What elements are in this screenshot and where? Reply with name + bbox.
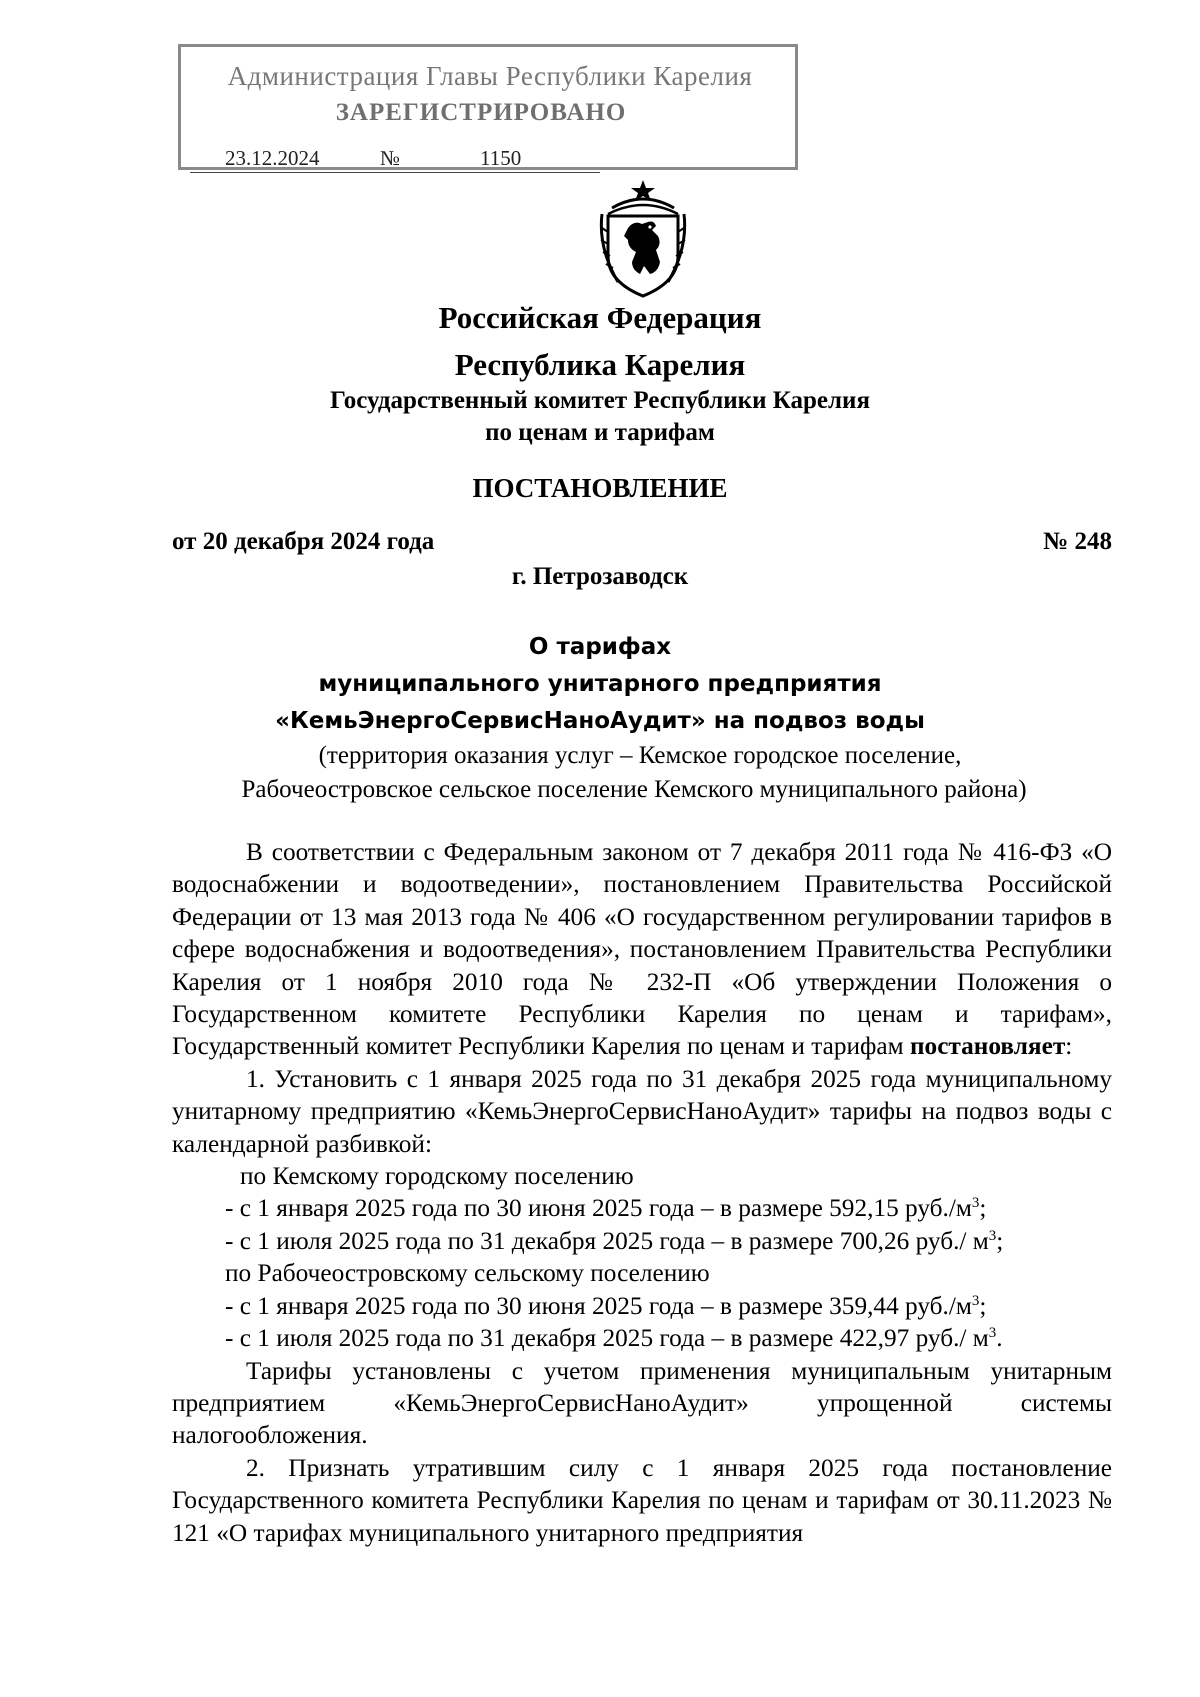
area-1-heading: по Кемскому городскому поселению <box>240 1162 634 1191</box>
preamble-text: В соответствии с Федеральным законом от 7 декабря 2011 года № 416-ФЗ «О водоснабжении и водоотведении», постановлением Правительства Российской Федерации от 13 мая 2013 года № 406 «О государственном регулировании тарифов в сфере водоснабжения и водоотведения», постановлением Правительства Республики Карелия от 1 ноября 2010 года № 232-П «Об утверждении Положения о Государственном комитете Республики Карелия по ценам и тарифам», Государственный комитет Республики Карелия по ценам и тарифам <box>172 838 1112 1061</box>
item-2-paragraph: 2. Признать утратившим силу с 1 января 2025 года постановление Государственного комитета Республики Карелия по ценам и тарифам от 30.11.2023 № 121 «О тарифах муниципального унитарного предприятия <box>172 1453 1112 1547</box>
document-number: № 248 <box>1043 528 1112 555</box>
header-federation: Российская Федерация <box>438 300 762 335</box>
area-2-tariff-row-2-text: - с 1 июля 2025 года по 31 декабря 2025 года – в размере 422,97 руб./ м <box>225 1324 989 1353</box>
area-2-tariff-row-2 <box>172 1322 1112 1354</box>
preamble-colon: : <box>1065 1032 1073 1061</box>
document-type: ПОСТАНОВЛЕНИЕ <box>472 473 728 503</box>
cubic-superscript: 3 <box>971 1292 980 1309</box>
subtitle-line-1: (территория оказания услуг – Кемское городское поселение, <box>318 742 962 769</box>
row-end-punct: ; <box>979 1194 987 1223</box>
row-end-punct: . <box>996 1324 1003 1353</box>
area-2-tariff-row-1-text: - с 1 января 2025 года по 30 июня 2025 года – в размере 359,44 руб./м <box>225 1291 972 1320</box>
document-city: г. Петрозаводск <box>511 563 689 590</box>
subtitle-line-2: Рабочеостровское сельское поселение Кемского муниципального района) <box>241 776 1027 803</box>
coat-of-arms-icon <box>598 178 688 298</box>
item-1-paragraph: 1. Установить с 1 января 2025 года по 31 декабря 2025 года муниципальному унитарному предприятию «КемьЭнергоСервисНаноАудит» тарифы на подвоз воды с календарной разбивкой: <box>172 1064 1112 1158</box>
header-republic: Республика Карелия <box>454 347 746 382</box>
registration-line <box>190 146 600 173</box>
registration-date: 23.12.2024 <box>225 146 320 170</box>
area-2-heading: по Рабочеостровскому сельскому поселению <box>225 1259 710 1288</box>
preamble-paragraph <box>172 836 1112 1063</box>
row-end-punct: ; <box>979 1291 987 1320</box>
header-committee-subtitle: по ценам и тарифам <box>485 419 715 446</box>
stamp-authority: Администрация Главы Республики Карелия <box>227 61 753 91</box>
registration-number-sign: № <box>380 146 401 170</box>
registration-number: 1150 <box>480 146 522 170</box>
row-end-punct: ; <box>996 1226 1004 1255</box>
stamp-registered-label: ЗАРЕГИСТРИРОВАНО <box>335 99 627 126</box>
document-date: от 20 декабря 2024 года <box>172 528 435 555</box>
preamble-resolves: постановляет <box>909 1032 1066 1061</box>
area-1-tariff-row-1-text: - с 1 января 2025 года по 30 июня 2025 года – в размере 592,15 руб./м <box>225 1194 972 1223</box>
title-line-1: О тарифах <box>528 634 672 660</box>
area-2-tariff-row-1 <box>172 1290 1112 1322</box>
title-line-2: муниципального унитарного предприятия <box>318 671 882 697</box>
area-1-tariff-row-2 <box>172 1225 1112 1257</box>
title-line-3: «КемьЭнергоСервисНаноАудит» на подвоз воды <box>275 708 925 734</box>
tax-note-paragraph: Тарифы установлены с учетом применения муниципальным унитарным предприятием «КемьЭнергоСервисНаноАудит» упрощенной системы налогообложения. <box>172 1356 1112 1450</box>
cubic-superscript: 3 <box>988 1227 997 1244</box>
area-1-tariff-row-2-text: - с 1 июля 2025 года по 31 декабря 2025 года – в размере 700,26 руб./ м <box>225 1226 989 1255</box>
cubic-superscript: 3 <box>971 1195 980 1212</box>
header-committee: Государственный комитет Республики Карелия <box>330 387 870 414</box>
cubic-superscript: 3 <box>988 1325 997 1342</box>
area-1-tariff-row-1 <box>172 1192 1112 1224</box>
document-body <box>172 836 1112 1549</box>
